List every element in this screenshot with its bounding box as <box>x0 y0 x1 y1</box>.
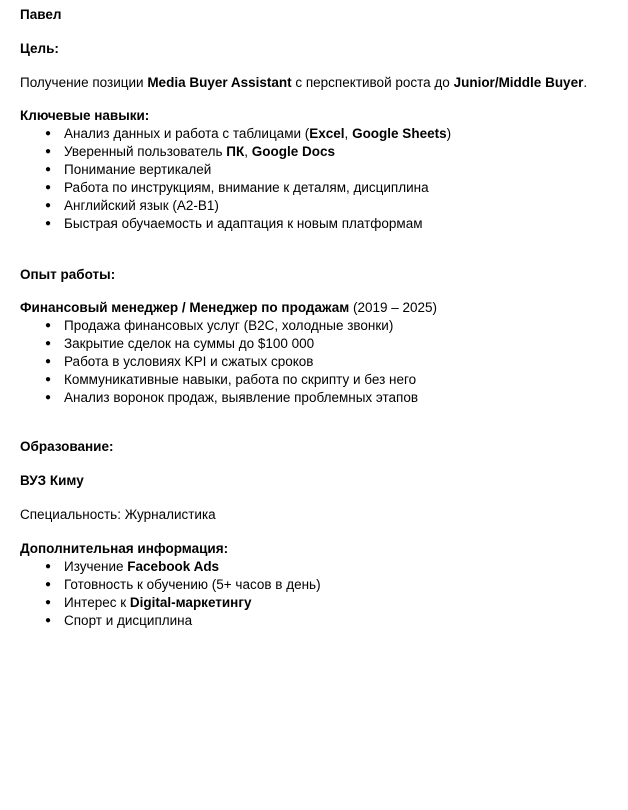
list-item: ● Коммуникативные навыки, работа по скрипту и без него <box>45 372 417 387</box>
bullet-icon: ● <box>45 338 52 349</box>
education-heading: Образование: <box>20 439 114 454</box>
bullet-icon: ● <box>45 128 52 139</box>
bullet-icon: ● <box>45 146 52 157</box>
resume-document <box>20 6 610 630</box>
list-item: ● Понимание вертикалей <box>45 162 212 177</box>
bullet-icon: ● <box>45 218 52 229</box>
list-item: ● Изучение Facebook Ads <box>45 559 220 574</box>
bullet-icon: ● <box>45 320 52 331</box>
bullet-icon: ● <box>45 200 52 211</box>
goal-heading: Цель: <box>20 41 59 56</box>
additional-list-group-1 <box>20 558 610 576</box>
bullet-icon: ● <box>45 579 52 590</box>
additional-info-heading: Дополнительная информация: <box>20 541 229 556</box>
university-name: ВУЗ Киму <box>20 473 84 488</box>
list-item: ● Продажа финансовых услуг (B2C, холодные звонки) <box>45 318 394 333</box>
list-item: ● Быстрая обучаемость и адаптация к новым платформам <box>45 216 423 231</box>
list-item: ● Закрытие сделок на суммы до $100 000 <box>45 336 315 351</box>
list-item: ● Интерес к Digital-маркетингу <box>45 595 252 610</box>
list-item: ● Уверенный пользователь ПК, Google Docs <box>45 144 335 159</box>
list-item: ● Готовность к обучению (5+ часов в день) <box>45 577 321 592</box>
list-item: ● Анализ воронок продаж, выявление проблемных этапов <box>45 390 419 405</box>
skills-list-group-3 <box>20 215 610 233</box>
list-item: ● Работа в условиях KPI и сжатых сроков <box>45 354 314 369</box>
list-item: ● Работа по инструкциям, внимание к деталям, дисциплина <box>45 180 429 195</box>
bullet-icon: ● <box>45 392 52 403</box>
job-title-line <box>20 299 610 317</box>
experience-list <box>20 317 610 407</box>
skills-heading: Ключевые навыки: <box>20 108 150 123</box>
list-item: ● Английский язык (A2-B1) <box>45 198 219 213</box>
bullet-icon: ● <box>45 374 52 385</box>
goal-text: Получение позиции Media Buyer Assistant с перспективой роста до Junior/Middle Buyer. <box>20 75 588 90</box>
skills-list-group-1 <box>20 125 610 179</box>
skills-list-group-2 <box>20 179 610 215</box>
bullet-icon: ● <box>45 164 52 175</box>
job-period: (2019 – 2025) <box>349 300 438 315</box>
bullet-icon: ● <box>45 356 52 367</box>
bullet-icon: ● <box>45 561 52 572</box>
specialty-text: Специальность: Журналистика <box>20 507 216 522</box>
first-name: Павел <box>20 7 62 22</box>
candidate-name <box>20 6 610 24</box>
bullet-icon: ● <box>45 597 52 608</box>
additional-list-group-3 <box>20 612 610 630</box>
job-title: Финансовый менеджер / Менеджер по продажам <box>20 300 350 315</box>
bullet-icon: ● <box>45 615 52 626</box>
list-item: ● Анализ данных и работа с таблицами (Excel, Google Sheets) <box>45 126 452 141</box>
bullet-icon: ● <box>45 182 52 193</box>
experience-heading: Опыт работы: <box>20 267 116 282</box>
additional-list-group-2 <box>20 576 610 612</box>
list-item: ● Спорт и дисциплина <box>45 613 193 628</box>
